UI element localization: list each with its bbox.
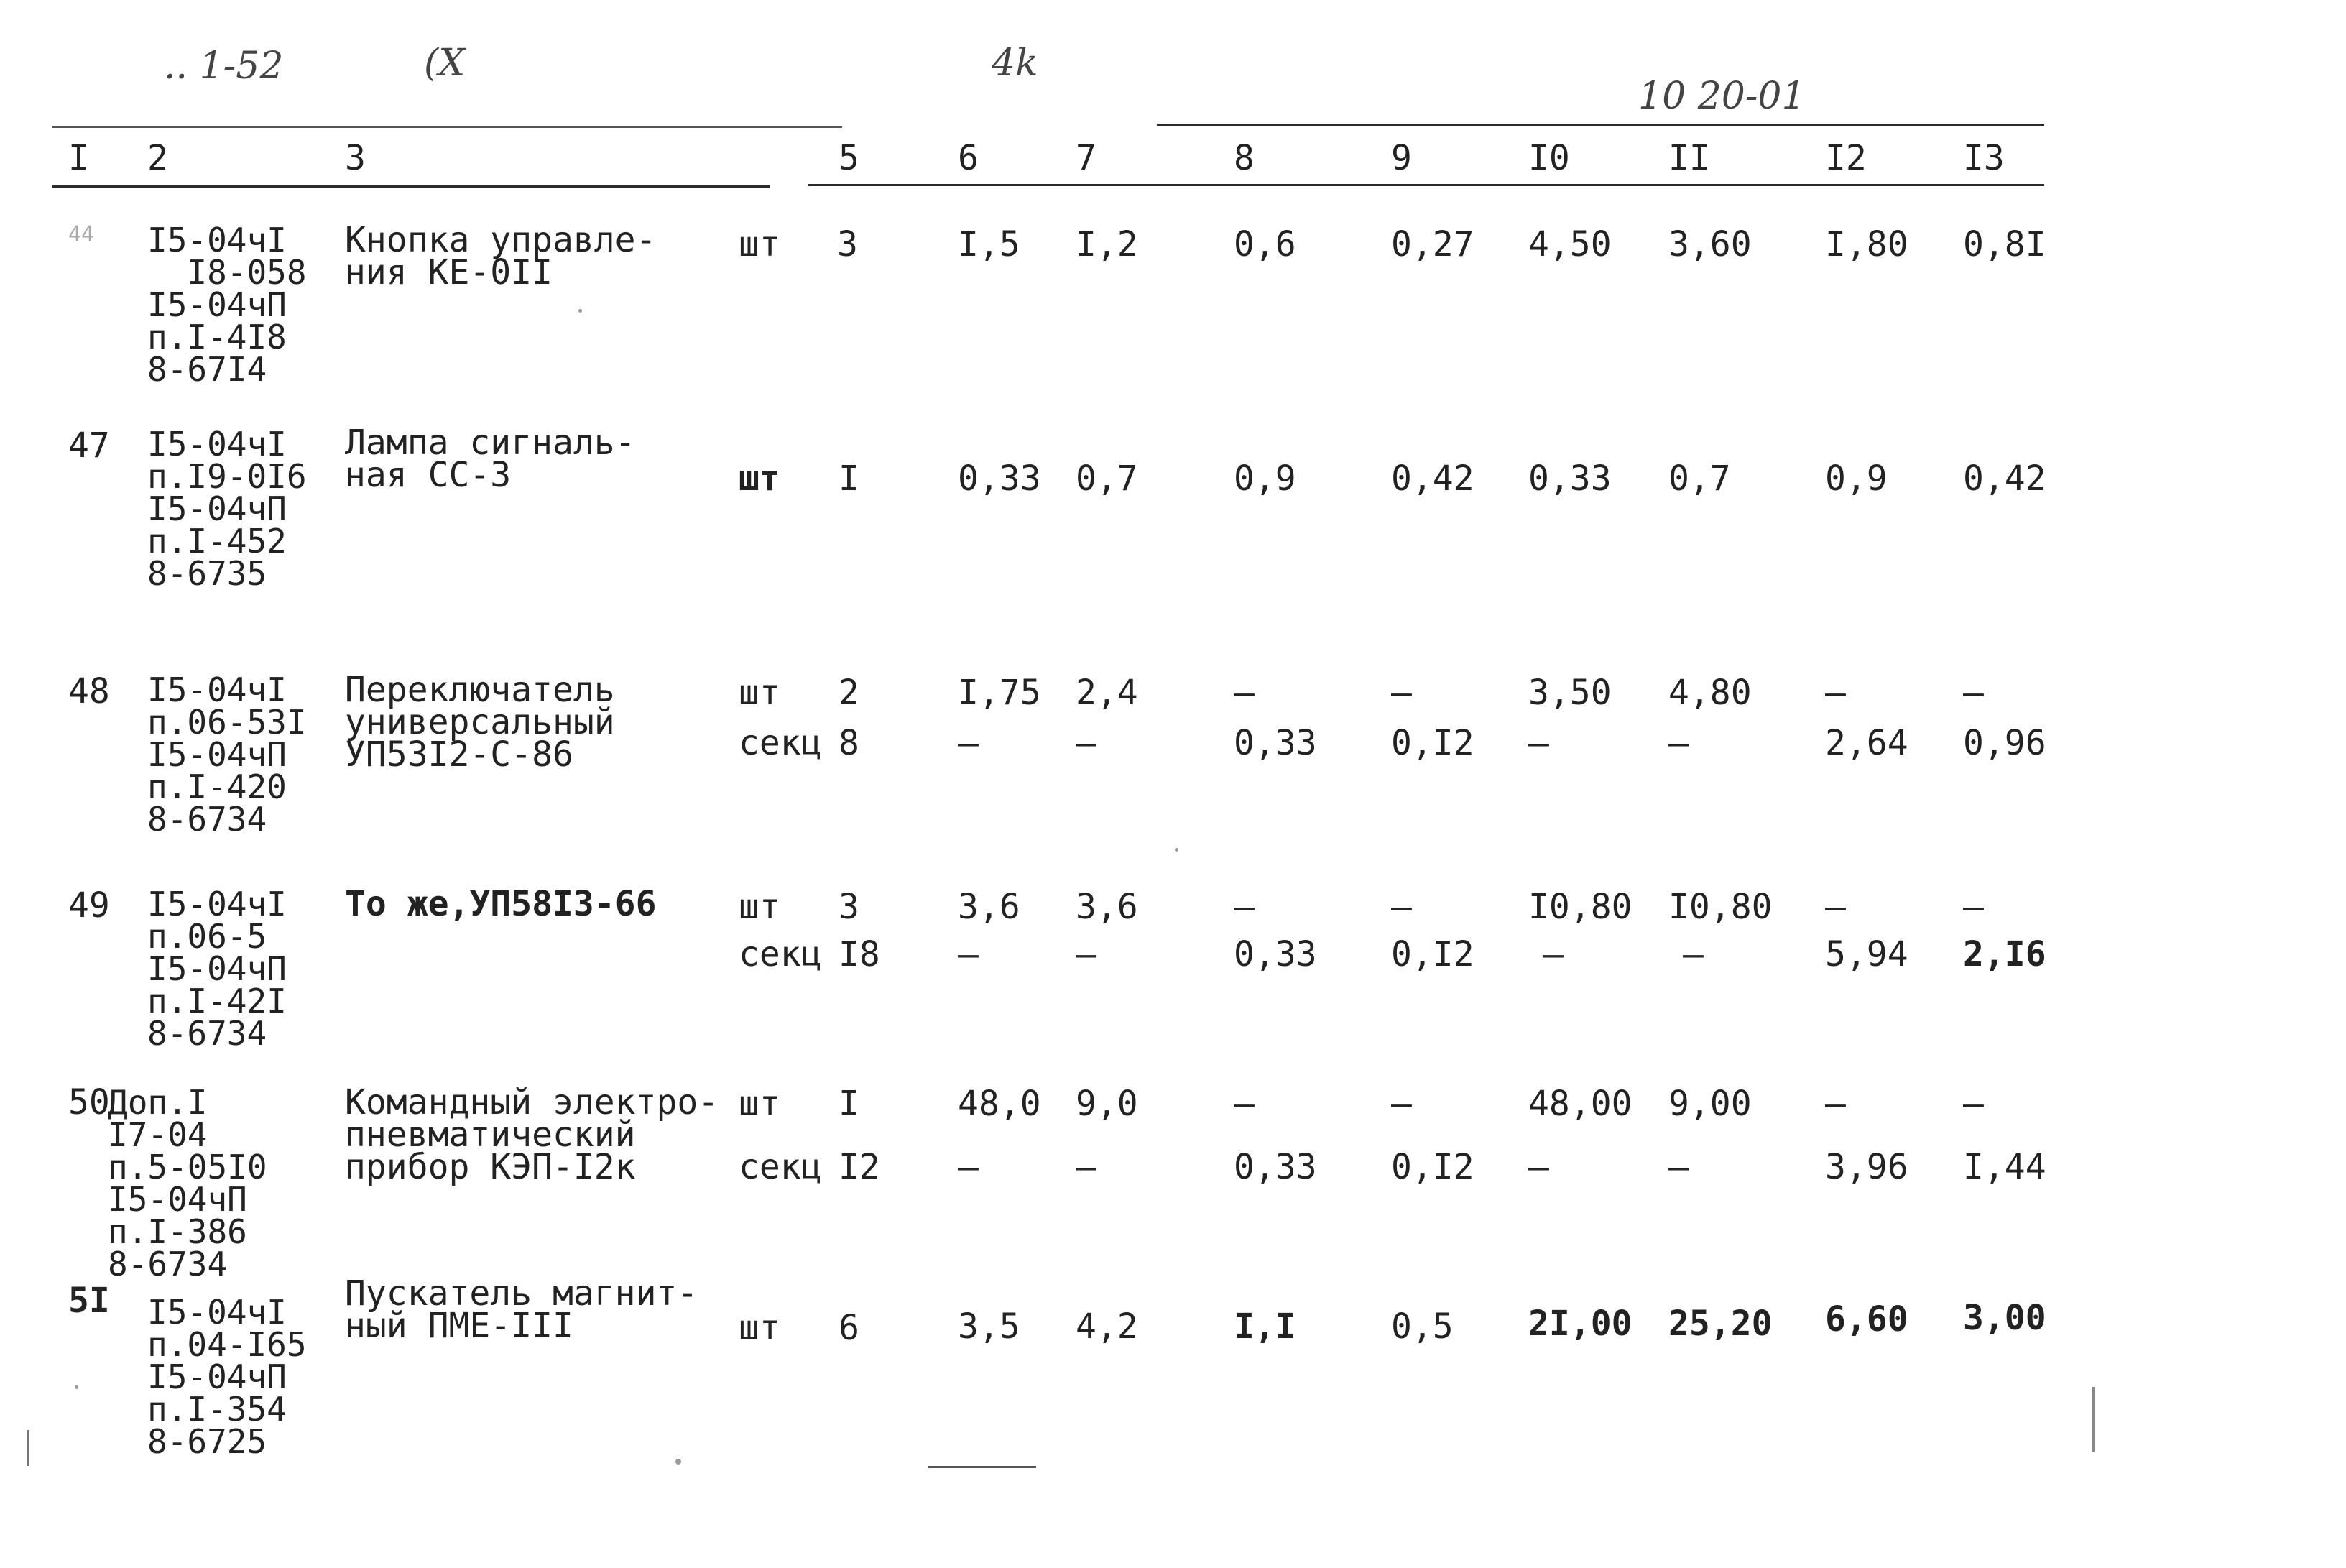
cell-col13-secondary: I,44 — [1963, 1147, 2046, 1187]
cell-col7: 4,2 — [1076, 1306, 1138, 1347]
cell-col9-secondary: 0,I2 — [1391, 1147, 1474, 1187]
row-number: 49 — [68, 885, 110, 926]
quantity: 6 — [839, 1308, 859, 1348]
col-header-7: 7 — [1076, 138, 1096, 178]
cell-col7: 9,0 — [1076, 1084, 1138, 1124]
cell-col9-secondary: 0,I2 — [1391, 723, 1474, 763]
norm-codes: I5-04чI п.06-53I I5-04чП п.I-420 8-6734 — [147, 670, 307, 839]
quantity-secondary: 8 — [839, 723, 859, 763]
cell-col13: – — [1963, 673, 1984, 713]
col-header-3: 3 — [345, 138, 366, 178]
cell-col8: I,I — [1234, 1306, 1296, 1347]
cell-col9: 0,42 — [1391, 458, 1474, 499]
cell-col6: 3,6 — [958, 887, 1020, 927]
cell-col12: 6,60 — [1825, 1299, 1908, 1339]
quantity: I — [839, 458, 859, 499]
cell-col6-secondary: – — [958, 723, 979, 763]
cell-col9: – — [1391, 887, 1412, 927]
cell-col12-secondary: 3,96 — [1825, 1147, 1908, 1187]
cell-col13-secondary: 0,96 — [1963, 723, 2046, 763]
row-number: 48 — [68, 671, 110, 711]
cell-col13: 0,8I — [1963, 224, 2046, 264]
cell-col11: 4,80 — [1668, 673, 1752, 713]
doc-number: 10 20-01 — [1638, 75, 1806, 118]
cell-col8: 0,6 — [1234, 224, 1296, 264]
header-rule-right — [808, 184, 2044, 186]
header-rule-left — [52, 185, 770, 188]
row-number: 44 — [68, 222, 95, 247]
left-scan-edge — [27, 1430, 29, 1466]
cell-col12: – — [1825, 673, 1846, 713]
cell-col7: 2,4 — [1076, 673, 1138, 713]
cell-col6: I,75 — [958, 673, 1041, 713]
cell-col11-secondary: – — [1668, 1147, 1689, 1187]
cell-col8-secondary: 0,33 — [1234, 934, 1317, 974]
col-header-12: I2 — [1825, 138, 1867, 178]
cell-col12: 0,9 — [1825, 458, 1888, 499]
cell-col6: 3,5 — [958, 1306, 1020, 1347]
row-number: 5I — [68, 1281, 110, 1321]
unit: шт — [739, 887, 780, 927]
unit: шт — [739, 1084, 780, 1124]
cell-col7: I,2 — [1076, 224, 1138, 264]
cell-col10-secondary: – — [1528, 723, 1549, 763]
cell-col12: – — [1825, 1084, 1846, 1124]
bottom-scan-mark — [928, 1466, 1036, 1468]
cell-col9: 0,5 — [1391, 1306, 1454, 1347]
cell-col7-secondary: – — [1076, 1147, 1096, 1187]
cell-col6: 0,33 — [958, 458, 1041, 499]
speck — [1175, 848, 1178, 852]
unit: шт — [739, 458, 780, 499]
cell-col12: I,80 — [1825, 224, 1908, 264]
unit: шт — [739, 673, 780, 713]
cell-col8: – — [1234, 1084, 1255, 1124]
norm-codes: Доп.I I7-04 п.5-05I0 I5-04чП п.I-386 8-6734 — [108, 1083, 267, 1283]
col-header-1: I — [68, 138, 89, 178]
cell-col7: 0,7 — [1076, 458, 1138, 499]
cell-col9: – — [1391, 1084, 1412, 1124]
col-header-11: II — [1668, 138, 1710, 178]
norm-codes: I5-04чI I8-058 I5-04чП п.I-4I8 8-67I4 — [147, 221, 307, 389]
cell-col13: – — [1963, 1084, 1984, 1124]
top-rule-left — [52, 126, 842, 128]
header-left-code: .. 1-52 — [164, 45, 284, 88]
speck — [578, 309, 582, 313]
unit-secondary: секц — [739, 723, 822, 763]
quantity: 3 — [837, 224, 858, 264]
speck — [675, 1459, 681, 1465]
unit-secondary: секц — [739, 1147, 822, 1187]
cell-col11-secondary: – — [1683, 934, 1704, 974]
col-header-8: 8 — [1234, 138, 1255, 178]
cell-col7-secondary: – — [1076, 934, 1096, 974]
cell-col8-secondary: 0,33 — [1234, 723, 1317, 763]
cell-col6: I,5 — [958, 224, 1020, 264]
item-name: Командный электро- пневматический прибор КЭП-I2к — [345, 1082, 719, 1187]
row-number: 50 — [68, 1082, 110, 1122]
item-name: То же,УП58I3-66 — [345, 884, 657, 924]
cell-col10: 48,00 — [1528, 1084, 1632, 1124]
norm-codes: I5-04чI п.06-5 I5-04чП п.I-42I 8-6734 — [147, 885, 287, 1053]
page-mark: 4k — [992, 42, 1038, 85]
quantity-secondary: I2 — [839, 1147, 880, 1187]
cell-col8: – — [1234, 673, 1255, 713]
col-header-5: 5 — [839, 138, 859, 178]
item-name: Переключатель универсальный УП53I2-С-86 — [345, 670, 615, 775]
col-header-13: I3 — [1963, 138, 2005, 178]
quantity: 3 — [839, 887, 859, 927]
unit-secondary: секц — [739, 934, 822, 974]
unit: шт — [739, 224, 780, 264]
cell-col13: 3,00 — [1963, 1298, 2046, 1338]
cell-col9-secondary: 0,I2 — [1391, 934, 1474, 974]
quantity-secondary: I8 — [839, 934, 880, 974]
item-name: Лампа сигналь- ная СС-3 — [345, 423, 636, 495]
cell-col6-secondary: – — [958, 934, 979, 974]
cell-col13: 0,42 — [1963, 458, 2046, 499]
norm-codes: I5-04чI п.04-I65 I5-04чП п.I-354 8-6725 — [147, 1293, 307, 1461]
cell-col9: – — [1391, 673, 1412, 713]
cell-col10-secondary: – — [1543, 934, 1564, 974]
cell-col10: 2I,00 — [1528, 1304, 1632, 1344]
cell-col9: 0,27 — [1391, 224, 1474, 264]
cell-col13: – — [1963, 887, 1984, 927]
cell-col12-secondary: 2,64 — [1825, 723, 1908, 763]
quantity: I — [839, 1084, 859, 1124]
cell-col11-secondary: – — [1668, 723, 1689, 763]
cell-col11: 3,60 — [1668, 224, 1752, 264]
top-rule-right — [1157, 124, 2044, 126]
cell-col10: 3,50 — [1528, 673, 1612, 713]
speck — [75, 1385, 78, 1389]
cell-col6: 48,0 — [958, 1084, 1041, 1124]
header-mark: (X — [424, 42, 466, 85]
cell-col7-secondary: – — [1076, 723, 1096, 763]
cell-col11: I0,80 — [1668, 887, 1773, 927]
cell-col8: – — [1234, 887, 1255, 927]
cell-col13-secondary: 2,I6 — [1963, 934, 2046, 974]
cell-col10: 0,33 — [1528, 458, 1612, 499]
cell-col6-secondary: – — [958, 1147, 979, 1187]
right-scan-edge — [2092, 1387, 2095, 1452]
unit: шт — [739, 1308, 780, 1348]
cell-col10: I0,80 — [1528, 887, 1632, 927]
col-header-9: 9 — [1391, 138, 1412, 178]
row-number: 47 — [68, 425, 110, 466]
item-name: Пускатель магнит- ный ПМЕ-III — [345, 1273, 698, 1346]
cell-col11: 9,00 — [1668, 1084, 1752, 1124]
cell-col8: 0,9 — [1234, 458, 1296, 499]
cell-col11: 25,20 — [1668, 1304, 1773, 1344]
col-header-2: 2 — [147, 138, 168, 178]
col-header-10: I0 — [1528, 138, 1570, 178]
cell-col11: 0,7 — [1668, 458, 1731, 499]
cell-col7: 3,6 — [1076, 887, 1138, 927]
col-header-6: 6 — [958, 138, 979, 178]
norm-codes: I5-04чI п.I9-0I6 I5-04чП п.I-452 8-6735 — [147, 425, 307, 593]
cell-col10-secondary: – — [1528, 1147, 1549, 1187]
cell-col12: – — [1825, 887, 1846, 927]
item-name: Кнопка управле- ния КЕ-0II — [345, 220, 657, 292]
cell-col12-secondary: 5,94 — [1825, 934, 1908, 974]
cell-col8-secondary: 0,33 — [1234, 1147, 1317, 1187]
cell-col10: 4,50 — [1528, 224, 1612, 264]
quantity: 2 — [839, 673, 859, 713]
